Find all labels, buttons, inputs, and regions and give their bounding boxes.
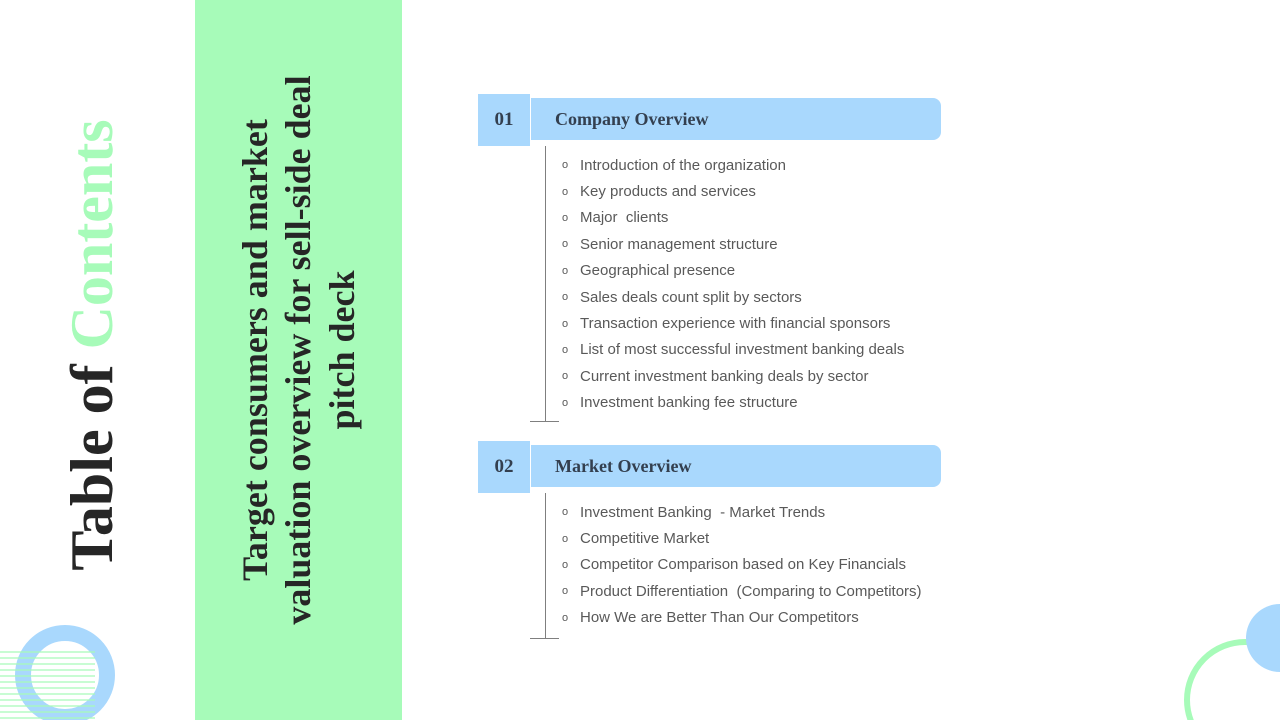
section-header[interactable]: Company Overview	[531, 98, 941, 140]
bullet-icon: o	[562, 532, 569, 545]
list-item-label: Introduction of the organization	[580, 156, 786, 174]
list-item[interactable]	[562, 284, 904, 310]
section-connector-line	[545, 493, 546, 638]
section-end-tick	[530, 638, 559, 639]
page-title-word-2: Contents	[59, 119, 125, 350]
list-item-label: Current investment banking deals by sector	[580, 367, 869, 385]
list-item-label: Competitive Market	[580, 530, 710, 548]
list-item-label: Major clients	[580, 209, 669, 227]
bullet-icon: o	[562, 211, 569, 224]
bullet-icon: o	[562, 396, 569, 409]
decorative-circles	[1170, 590, 1280, 720]
bullet-icon: o	[562, 370, 569, 383]
bullet-icon: o	[562, 185, 569, 198]
bullet-icon: o	[562, 585, 569, 598]
list-item-label: Senior management structure	[580, 235, 778, 253]
list-item[interactable]	[562, 231, 904, 257]
list-item-label: Transaction experience with financial sponsors	[580, 315, 891, 333]
list-item-label: List of most successful investment banking deals	[580, 341, 905, 359]
list-item[interactable]	[562, 178, 904, 204]
section-number: 02	[478, 441, 530, 493]
list-item[interactable]	[562, 499, 922, 525]
bullet-icon: o	[562, 317, 569, 330]
list-item[interactable]	[562, 258, 904, 284]
list-item-label: Geographical presence	[580, 262, 736, 280]
section-company-overview	[478, 94, 941, 424]
bullet-icon: o	[562, 291, 569, 304]
list-item-label: Competitor Comparison based on Key Financials	[580, 556, 906, 574]
page-title	[52, 100, 132, 590]
list-item-label: Sales deals count split by sectors	[580, 288, 802, 306]
list-item-label: Key products and services	[580, 183, 756, 201]
section-header[interactable]: Market Overview	[531, 445, 941, 487]
section-market-overview	[478, 441, 941, 641]
bullet-icon: o	[562, 611, 569, 624]
bullet-icon: o	[562, 506, 569, 519]
band-title: Target consumers and market valuation overview for sell-side deal pitch deck	[235, 75, 362, 625]
bullet-icon: o	[562, 238, 569, 251]
decorative-ring-stripes	[0, 600, 130, 720]
bullet-icon: o	[562, 343, 569, 356]
list-item[interactable]	[562, 552, 922, 578]
list-item[interactable]	[562, 605, 922, 631]
section-number: 01	[478, 94, 530, 146]
list-item[interactable]	[562, 152, 904, 178]
bullet-icon: o	[562, 159, 569, 172]
title-band	[195, 0, 402, 720]
list-item-label: Investment Banking - Market Trends	[580, 503, 826, 521]
list-item[interactable]	[562, 578, 922, 604]
list-item-label: Product Differentiation (Comparing to Competitors)	[580, 582, 922, 600]
bullet-icon: o	[562, 558, 569, 571]
page-title-word-1: Table of	[59, 364, 125, 571]
list-item[interactable]	[562, 310, 904, 336]
section-end-tick	[530, 421, 559, 422]
section-connector-line	[545, 146, 546, 421]
list-item[interactable]	[562, 205, 904, 231]
section-item-list	[562, 152, 904, 416]
list-item[interactable]	[562, 337, 904, 363]
list-item-label: How We are Better Than Our Competitors	[580, 609, 859, 627]
list-item-label: Investment banking fee structure	[580, 394, 798, 412]
list-item[interactable]	[562, 363, 904, 389]
section-item-list	[562, 499, 922, 631]
list-item[interactable]	[562, 390, 904, 416]
bullet-icon: o	[562, 264, 569, 277]
list-item[interactable]	[562, 525, 922, 551]
